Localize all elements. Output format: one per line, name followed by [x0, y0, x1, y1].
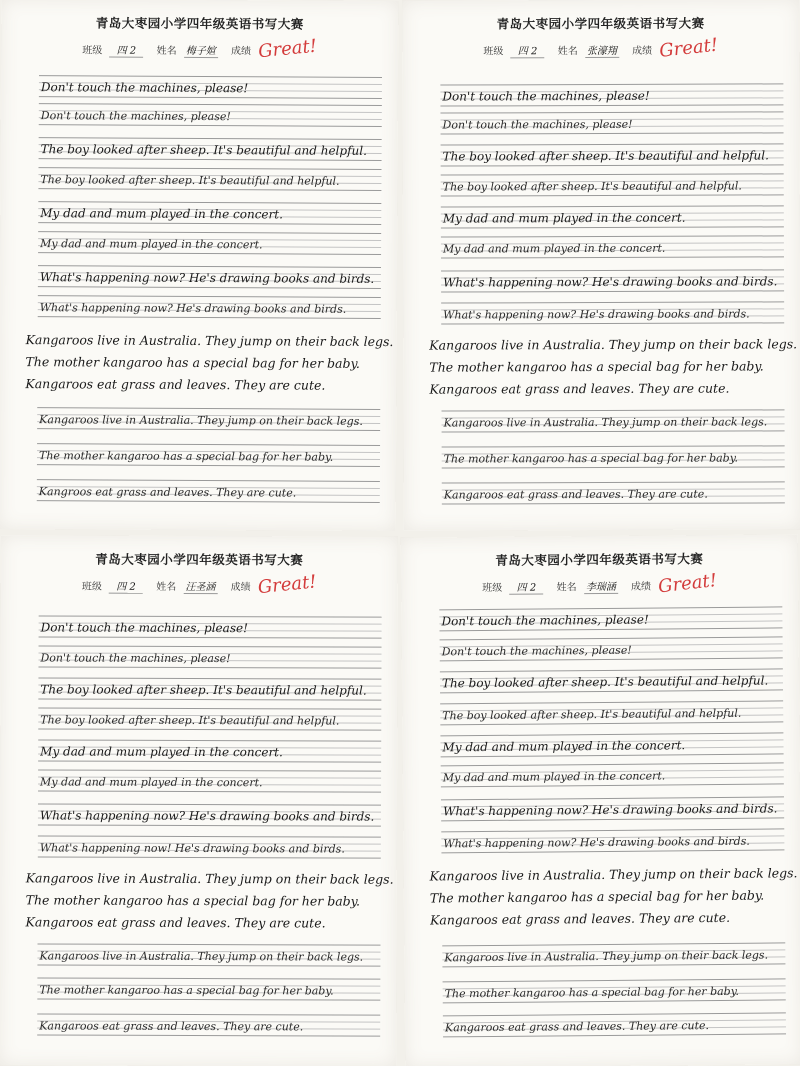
- copy-line: Kangaroos eat grass and leaves. They are cute.: [443, 1012, 786, 1037]
- class-value: 四 2: [509, 578, 543, 594]
- copy-line: Kangaroos live in Australia. They jump on their back legs.: [37, 943, 380, 966]
- copy-line: My dad and mum played in the concert.: [38, 769, 381, 792]
- grade-mark: Great!: [257, 35, 318, 63]
- copy-line: The mother kangaroo has a special bag for her baby.: [443, 978, 786, 1003]
- model-line: Don't touch the machines, please!: [39, 75, 382, 99]
- copy-line: Kangaroos live in Australia. They jump on their back legs.: [37, 407, 380, 431]
- worksheet-title: 青岛大枣园小学四年级英语书写大赛: [496, 15, 705, 32]
- class-label: 班级: [81, 581, 102, 593]
- model-line: What's happening now? He's drawing books and birds.: [441, 796, 784, 821]
- copy-line: The mother kangaroo has a special bag for her baby.: [37, 977, 380, 1000]
- copy-line: Kangaroos eat grass and leaves. They are cute.: [442, 481, 785, 504]
- name-label: 姓名: [556, 582, 577, 594]
- copy-line: My dad and mum played in the concert.: [441, 762, 784, 787]
- copy-line: The boy looked after sheep. It's beautiful and helpful.: [38, 167, 381, 191]
- model-line: My dad and mum played in the concert.: [38, 201, 381, 225]
- copy-line: My dad and mum played in the concert.: [38, 231, 381, 255]
- worksheet-title: 青岛大枣园小学四年级英语书写大赛: [95, 15, 304, 32]
- model-paragraph: Kangaroos live in Australia. They jump on their back legs. The mother kangaroo has a special bag for her baby. Kangaroos eat grass and leaves. They are cute.: [25, 870, 394, 931]
- model-line: What's happening now? He's drawing books and birds.: [38, 265, 381, 289]
- copy-line: The boy looked after sheep. It's beautiful and helpful.: [440, 700, 783, 725]
- student-info: [401, 569, 798, 598]
- student-info: [1, 571, 398, 599]
- copy-line: Kangroos eat grass and leaves. They are cute.: [37, 479, 380, 503]
- copy-line: Don't touch the machines, please!: [440, 636, 783, 661]
- model-paragraph: Kangaroos live in Australia. They jump on their back legs. The mother kangaroo has a special bag for her baby. Kangaroos eat grass and leaves. They are cute.: [25, 332, 394, 393]
- grade-mark: Great!: [658, 34, 720, 62]
- class-value: 四 2: [511, 42, 545, 58]
- copy-line: What's happening now? He's drawing books and birds.: [38, 295, 381, 319]
- copy-line: What's happening now? He's drawing books and birds.: [441, 301, 784, 324]
- name-label: 姓名: [156, 45, 177, 57]
- worksheet-1: [0, 0, 398, 531]
- model-line: My dad and mum played in the concert.: [440, 732, 783, 757]
- grade-mark: Great!: [657, 569, 718, 598]
- copy-line: My dad and mum played in the concert.: [441, 235, 784, 258]
- model-line: Don't touch the machines, please!: [39, 615, 382, 638]
- copy-line: The boy looked after sheep. It's beautiful and helpful.: [441, 173, 784, 196]
- model-line: What's happening now? He's drawing books and birds.: [441, 269, 784, 292]
- copy-line: Kangaroos eat grass and leaves. They are cute.: [37, 1013, 380, 1036]
- model-line: Don't touch the machines, please!: [440, 83, 783, 106]
- model-line: Don't touch the machines, please!: [439, 606, 782, 631]
- name-value: 汪圣涵: [183, 578, 217, 594]
- worksheet-2: [402, 0, 800, 531]
- class-value: 四 2: [109, 42, 143, 58]
- copy-line: What's happening now? He's drawing books and birds.: [441, 828, 784, 853]
- model-line: The boy looked after sheep. It's beautiful and helpful.: [440, 668, 783, 693]
- name-value: 李瑞涵: [584, 578, 618, 594]
- student-info: [402, 34, 799, 62]
- model-paragraph: Kangaroos live in Australia. They jump on their back legs. The mother kangaroo has a special bag for her baby. Kangaroos eat grass and leaves. They are cute.: [429, 865, 798, 928]
- worksheet-title: 青岛大枣园小学四年级英语书写大赛: [495, 551, 704, 568]
- model-line: What's happening now? He's drawing books and birds.: [38, 803, 381, 826]
- name-value: 梅子媗: [184, 42, 218, 58]
- copy-line: The boy looked after sheep. It's beautiful and helpful.: [38, 707, 381, 730]
- class-value: 四 2: [109, 578, 143, 594]
- score-label: 成绩: [630, 581, 652, 593]
- copy-line: The mother kangaroo has a special bag for her baby.: [37, 443, 380, 467]
- class-label: 班级: [82, 45, 103, 57]
- copy-line: Don't touch the machines, please!: [39, 103, 382, 127]
- score-label: 成绩: [632, 45, 653, 57]
- model-line: My dad and mum played in the concert.: [441, 205, 784, 228]
- grade-mark: Great!: [256, 571, 318, 599]
- copy-line: The mother kangaroo has a special bag for her baby.: [442, 445, 785, 468]
- class-label: 班级: [483, 46, 504, 58]
- model-line: The boy looked after sheep. It's beautiful and helpful.: [38, 677, 381, 700]
- copy-line: Don't touch the machines, please!: [440, 111, 783, 134]
- worksheet-title: 青岛大枣园小学四年级英语书写大赛: [95, 551, 304, 568]
- model-line: My dad and mum played in the concert.: [38, 739, 381, 762]
- model-line: The boy looked after sheep. It's beautiful and helpful.: [39, 137, 382, 161]
- class-label: 班级: [482, 582, 503, 595]
- copy-line: Kangaroos live in Australia. They jump on their back legs.: [442, 409, 785, 432]
- name-label: 姓名: [156, 581, 177, 593]
- model-paragraph: Kangaroos live in Australia. They jump on their back legs. The mother kangaroo has a special bag for her baby. Kangaroos eat grass and leaves. They are cute.: [429, 336, 798, 397]
- name-label: 姓名: [557, 46, 578, 58]
- copy-line: Kangaroos live in Australia. They jump on their back legs.: [442, 942, 785, 967]
- name-value: 张濠翔: [585, 42, 619, 58]
- score-label: 成绩: [230, 582, 251, 594]
- model-line: The boy looked after sheep. It's beautiful and helpful.: [441, 143, 784, 166]
- copy-line: What's happening now! He's drawing books and birds.: [38, 835, 381, 858]
- student-info: [1, 35, 398, 63]
- score-label: 成绩: [230, 46, 252, 58]
- copy-line: Don't touch the machines, please!: [38, 645, 381, 668]
- worksheet-4: [401, 534, 800, 1066]
- worksheet-3: [0, 535, 398, 1066]
